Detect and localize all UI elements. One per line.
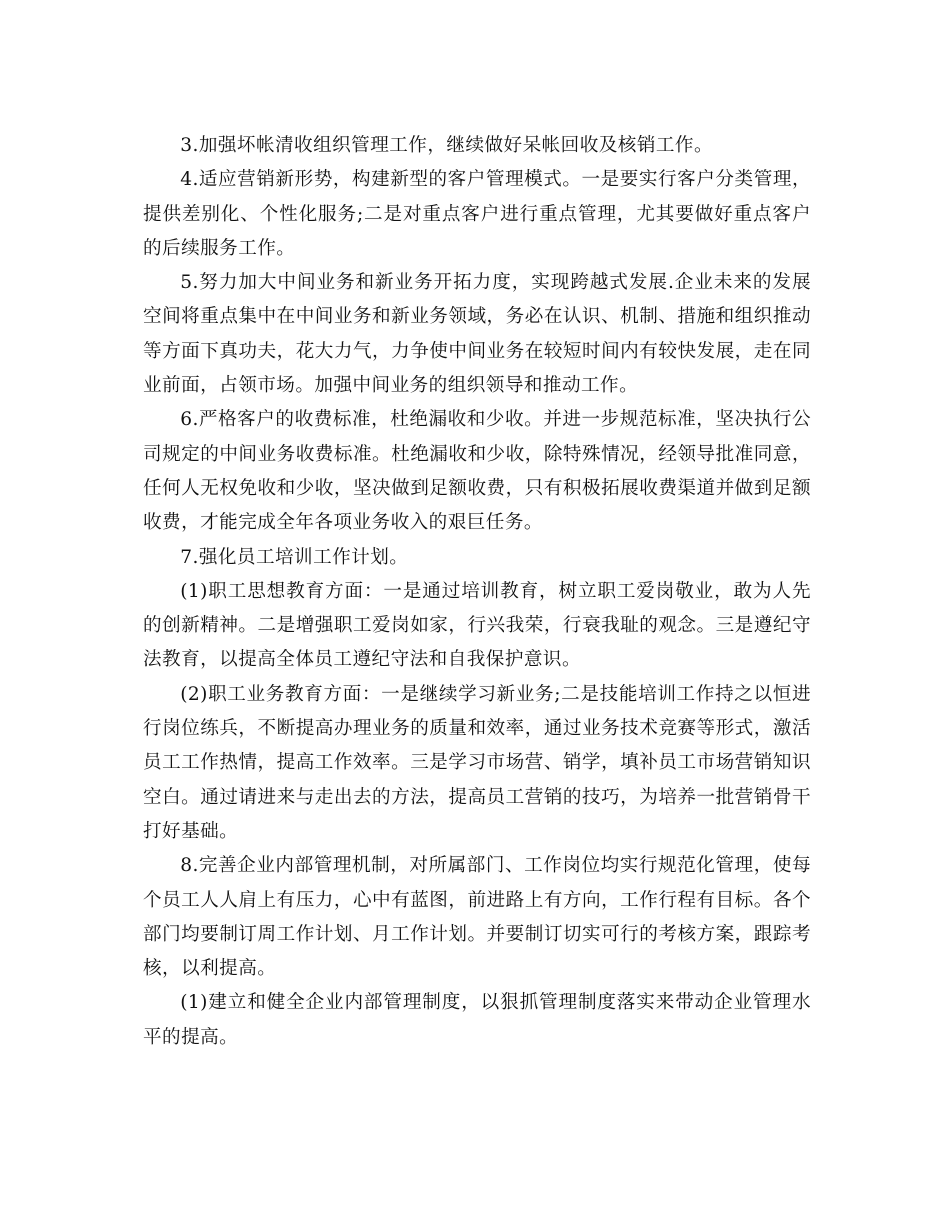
paragraph-item-3: 3.加强坏帐清收组织管理工作，继续做好呆帐回收及核销工作。: [180, 135, 714, 156]
document-body: [143, 129, 811, 1055]
paragraph-item-5: 5.努力加大中间业务和新业务开拓力度，实现跨越式发展.企业未来的发展空间将重点集中在中间业务和新业务领域，务必在认识、机制、措施和组织推动等方面下真功夫，花大力气，力争使中间业务在较短时间内有较快发展，走在同业前面，占领市场。加强中间业务的组织领导和推动工作。: [143, 272, 811, 397]
paragraph-sub-item-7-1: (1)职工思想教育方面：一是通过培训教育，树立职工爱岗敬业，敢为人先的创新精神。二是增强职工爱岗如家，行兴我荣，行衰我耻的观念。三是遵纪守法教育，以提高全体员工遵纪守法和自我保护意识。: [143, 580, 811, 671]
paragraph-item-7-heading: 7.强化员工培训工作计划。: [180, 546, 409, 568]
paragraph-sub-item-8-1: (1)建立和健全企业内部管理制度，以狠抓管理制度落实来带动企业管理水平的提高。: [143, 992, 811, 1048]
paragraph-item-8: 8.完善企业内部管理机制，对所属部门、工作岗位均实行规范化管理，使每个员工人人肩上有压力，心中有蓝图，前进路上有方向，工作行程有目标。各个部门均要制订周工作计划、月工作计划。并要制订切实可行的考核方案，跟踪考核，以利提高。: [143, 855, 811, 980]
paragraph-item-6: 6.严格客户的收费标准，杜绝漏收和少收。并进一步规范标准，坚决执行公司规定的中间业务收费标准。杜绝漏收和少收，除特殊情况，经领导批准同意，任何人无权免收和少收，坚决做到足额收费，只有积极拓展收费渠道并做到足额收费，才能完成全年各项业务收入的艰巨任务。: [143, 409, 811, 534]
paragraph-item-4: 4.适应营销新形势，构建新型的客户管理模式。一是要实行客户分类管理，提供差别化、个性化服务;二是对重点客户进行重点管理，尤其要做好重点客户的后续服务工作。: [143, 169, 811, 259]
paragraph-sub-item-7-2: (2)职工业务教育方面：一是继续学习新业务;二是技能培训工作持之以恒进行岗位练兵，不断提高办理业务的质量和效率，通过业务技术竞赛等形式，激活员工工作热情，提高工作效率。三是学习市场营、销学，填补员工市场营销知识空白。通过请进来与走出去的方法，提高员工营销的技巧，为培养一批营销骨干打好基础。: [143, 683, 811, 842]
